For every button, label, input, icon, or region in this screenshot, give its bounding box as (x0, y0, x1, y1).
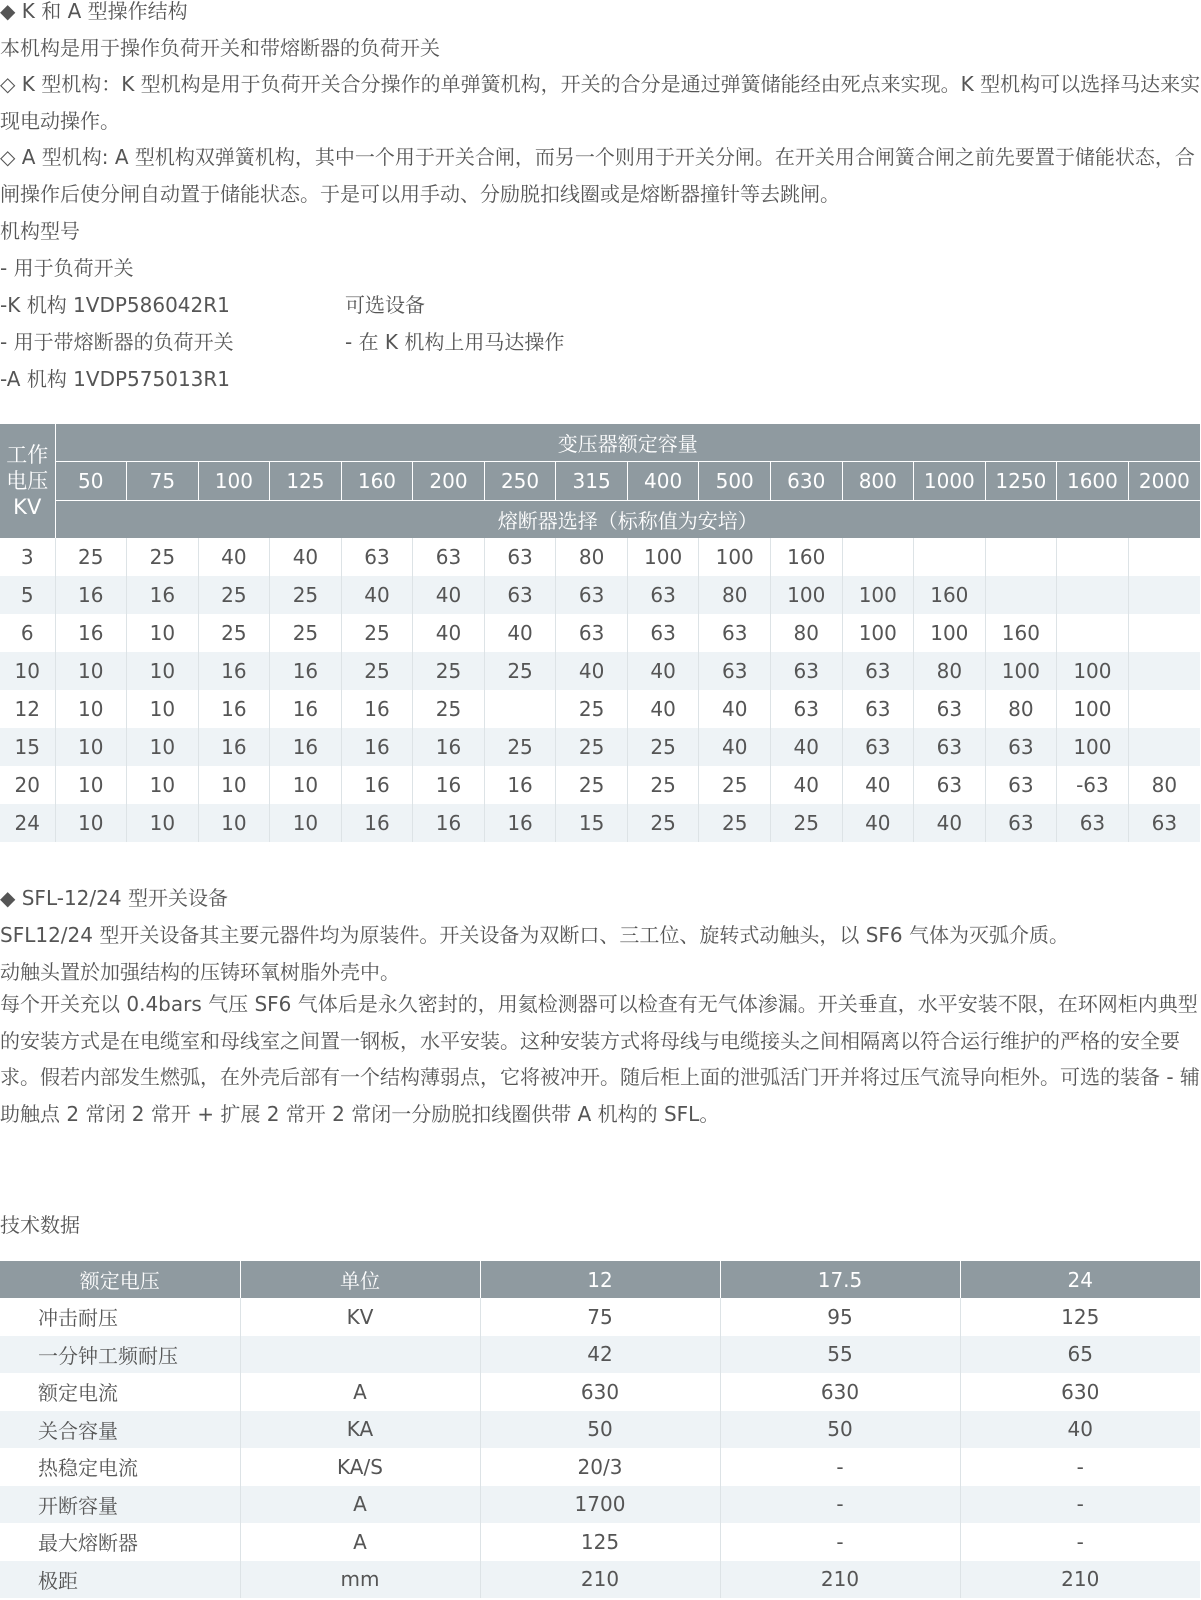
capacity-cell: 2000 (1128, 462, 1200, 501)
fuse-cell (1057, 538, 1129, 576)
spec-value-cell: 210 (480, 1561, 720, 1599)
fuse-cell: 10 (127, 614, 199, 652)
voltage-header-line: 电压 (6, 469, 49, 493)
spec-value-cell: KA/S (240, 1448, 480, 1486)
spec-value-cell: - (720, 1448, 960, 1486)
model-title: 机构型号 (0, 219, 80, 243)
fuse-cell: 63 (699, 614, 771, 652)
spec-value-cell: 125 (1061, 1304, 1100, 1329)
capacity-cell: 160 (341, 462, 413, 501)
fuse-cell: 80 (914, 652, 986, 690)
voltage-header-line: KV (13, 495, 42, 519)
fuse-cell: 25 (699, 766, 771, 804)
voltage-cell: 15 (0, 728, 55, 766)
fuse-cell: 16 (484, 804, 556, 842)
fuse-cell: 16 (341, 690, 413, 728)
fuse-selection-header: 熔断器选择（标称值为安培） (55, 501, 1200, 539)
fuse-cell: 16 (198, 728, 270, 766)
table-row (0, 1336, 1200, 1374)
fuse-cell: 40 (770, 728, 842, 766)
fuse-cell: 100 (1057, 652, 1129, 690)
table-row (0, 1373, 1200, 1411)
spec-name-cell: 冲击耐压 (0, 1298, 240, 1336)
spec-value-cell: A (240, 1486, 480, 1524)
capacity-cell: 75 (127, 462, 199, 501)
table-row (0, 576, 1200, 614)
spec-value-cell: 630 (480, 1373, 720, 1411)
fuse-selection-table (0, 424, 1200, 842)
fuse-cell: 40 (842, 766, 914, 804)
fuse-cell: 10 (270, 804, 342, 842)
fuse-cell: 25 (484, 652, 556, 690)
spec-name-cell: 关合容量 (0, 1411, 240, 1449)
table-row (0, 1411, 1200, 1449)
fuse-cell: 100 (699, 538, 771, 576)
fuse-cell: 10 (55, 804, 127, 842)
fuse-cell: 10 (127, 728, 199, 766)
fuse-cell: 80 (770, 614, 842, 652)
fuse-cell: 25 (413, 652, 485, 690)
fuse-cell: 63 (985, 804, 1057, 842)
capacity-cell: 250 (484, 462, 556, 501)
technical-data-title: 技术数据 (0, 1213, 80, 1237)
fuse-cell: 10 (127, 766, 199, 804)
fuse-cell: 40 (556, 652, 628, 690)
fuse-cell: 100 (1057, 690, 1129, 728)
fuse-cell: 40 (341, 576, 413, 614)
fuse-cell: 10 (55, 728, 127, 766)
fuse-cell: 160 (770, 538, 842, 576)
sfl-paragraph-line: SFL12/24 型开关设备其主要元器件均为原装件。开关设备为双断口、三工位、旋转式动触头，以 SF6 气体为灭弧介质。 (0, 923, 1069, 947)
fuse-cell: 40 (627, 652, 699, 690)
spec-value-cell: - (720, 1523, 960, 1561)
spec-value-cell: 1700 (480, 1486, 720, 1524)
fuse-cell: 63 (770, 652, 842, 690)
fuse-cell: 100 (842, 576, 914, 614)
fuse-cell: 40 (699, 728, 771, 766)
fuse-cell: 10 (270, 766, 342, 804)
capacity-cell: 50 (55, 462, 127, 501)
fuse-cell: 63 (556, 614, 628, 652)
fuse-cell: 63 (484, 576, 556, 614)
model-line: -A 机构 1VDP575013R1 (0, 367, 231, 391)
spec-value-cell: - (1076, 1454, 1084, 1479)
fuse-cell (1128, 652, 1200, 690)
fuse-cell (842, 538, 914, 576)
fuse-cell (484, 690, 556, 728)
fuse-cell: 40 (413, 576, 485, 614)
fuse-cell: 25 (270, 614, 342, 652)
voltage-cell: 3 (0, 538, 55, 576)
capacity-cell: 500 (699, 462, 771, 501)
fuse-cell: 25 (627, 728, 699, 766)
fuse-cell: 63 (985, 766, 1057, 804)
fuse-cell: 25 (198, 614, 270, 652)
fuse-cell: 63 (627, 614, 699, 652)
fuse-cell: 16 (341, 804, 413, 842)
capacity-cell: 315 (556, 462, 628, 501)
spec-value-cell: 55 (720, 1336, 960, 1374)
fuse-cell: 16 (270, 652, 342, 690)
fuse-cell: 16 (127, 576, 199, 614)
fuse-cell: 25 (341, 652, 413, 690)
spec-header-cell: 12 (480, 1261, 720, 1298)
a-type-paragraph: ◇ A 型机构: A 型机构双弹簧机构，其中一个用于开关合闸，而另一个则用于开关分闸。在开关用合闸簧合闸之前先要置于储能状态，合闸操作后使分闸自动置于储能状态。于是可以用手动、分励脱扣线圈或是熔断器撞针等去跳闸。 (0, 145, 1195, 206)
capacity-header: 变压器额定容量 (55, 424, 1200, 462)
voltage-cell: 24 (0, 804, 55, 842)
capacity-cell: 1000 (914, 462, 986, 501)
fuse-cell: 40 (198, 538, 270, 576)
k-type-paragraph: ◇ K 型机构：K 型机构是用于负荷开关合分操作的单弹簧机构，开关的合分是通过弹簧储能经由死点来实现。K 型机构可以选择马达来实现电动操作。 (0, 72, 1201, 133)
fuse-cell: 16 (270, 728, 342, 766)
fuse-cell: 100 (914, 614, 986, 652)
table-row (0, 1448, 1200, 1486)
fuse-cell: 25 (770, 804, 842, 842)
spec-name-cell: 热稳定电流 (0, 1448, 240, 1486)
fuse-cell (985, 538, 1057, 576)
fuse-cell (1128, 538, 1200, 576)
fuse-cell: 10 (198, 804, 270, 842)
fuse-cell: 15 (556, 804, 628, 842)
fuse-cell: 63 (842, 652, 914, 690)
fuse-cell: 63 (484, 538, 556, 576)
spec-header-cell: 17.5 (720, 1261, 960, 1298)
model-line: - 用于带熔断器的负荷开关 (0, 330, 234, 354)
spec-value-cell: 20/3 (480, 1448, 720, 1486)
fuse-cell: 100 (842, 614, 914, 652)
table-row (0, 1486, 1200, 1524)
fuse-cell (1057, 576, 1129, 614)
voltage-cell: 10 (0, 652, 55, 690)
capacity-cell: 630 (770, 462, 842, 501)
voltage-cell: 20 (0, 766, 55, 804)
spec-value-cell: - (720, 1486, 960, 1524)
fuse-cell: 25 (627, 804, 699, 842)
fuse-cell: 16 (55, 614, 127, 652)
fuse-cell: 63 (627, 576, 699, 614)
table-row (0, 1523, 1200, 1561)
capacity-cell: 400 (627, 462, 699, 501)
spec-value-cell: KA (240, 1411, 480, 1449)
fuse-cell: 63 (914, 690, 986, 728)
fuse-cell: 63 (842, 690, 914, 728)
spec-value-cell: 210 (960, 1561, 1200, 1599)
fuse-cell: 10 (198, 766, 270, 804)
fuse-cell (1128, 690, 1200, 728)
fuse-cell: 40 (270, 538, 342, 576)
spec-header-cell: 24 (960, 1261, 1200, 1298)
section-heading-k-a: ◆ K 和 A 型操作结构 (0, 0, 188, 23)
spec-value-cell: 42 (480, 1336, 720, 1374)
fuse-cell: 40 (842, 804, 914, 842)
spec-name-cell: 开断容量 (0, 1486, 240, 1524)
fuse-cell: 10 (127, 690, 199, 728)
fuse-cell: 25 (127, 538, 199, 576)
fuse-cell: 63 (699, 652, 771, 690)
spec-value-cell: A (240, 1373, 480, 1411)
fuse-cell: 25 (413, 690, 485, 728)
spec-value-cell: 95 (720, 1298, 960, 1336)
fuse-cell: 63 (1128, 804, 1200, 842)
table-row (0, 614, 1200, 652)
optional-equipment-title: 可选设备 (345, 293, 425, 317)
fuse-cell: 160 (985, 614, 1057, 652)
model-line: -K 机构 1VDP586042R1 (0, 293, 230, 317)
fuse-cell: 16 (413, 804, 485, 842)
spec-value-cell: 630 (1061, 1379, 1100, 1404)
fuse-cell: 100 (985, 652, 1057, 690)
spec-value-cell: 40 (960, 1411, 1200, 1449)
fuse-cell (1128, 728, 1200, 766)
fuse-cell: 63 (1057, 804, 1129, 842)
table-row (0, 538, 1200, 576)
fuse-cell: 40 (699, 690, 771, 728)
fuse-cell: 10 (127, 652, 199, 690)
fuse-cell: 40 (413, 614, 485, 652)
fuse-cell: 25 (55, 538, 127, 576)
technical-data-table (0, 1261, 1200, 1598)
fuse-cell: 16 (270, 690, 342, 728)
spec-name-cell: 极距 (0, 1561, 240, 1599)
sfl-description-paragraph: 每个开关充以 0.4bars 气压 SF6 气体后是永久密封的，用氦检测器可以检查有无气体渗漏。开关垂直，水平安装不限，在环网柜内典型的安装方式是在电缆室和母线室之间置一钢板，水平安装。这种安装方式将母线与电缆接头之间相隔离以符合运行维护的严格的安全要求。假若内部发生燃弧，在外壳后部有一个结构薄弱点，它将被冲开。随后柜上面的泄弧活门开并将过压气流导向柜外。可选的装备 - 辅助触点 2 常闭 2 常开 + 扩展 2 常开 2 常闭一分励脱扣线圈供带 A 机构的 SFL。 (0, 992, 1200, 1126)
table-row (0, 766, 1200, 804)
spec-value-cell: mm (240, 1561, 480, 1599)
fuse-cell: -63 (1057, 766, 1129, 804)
fuse-cell: 40 (484, 614, 556, 652)
table-row (0, 728, 1200, 766)
fuse-cell: 16 (341, 766, 413, 804)
fuse-cell: 16 (198, 690, 270, 728)
fuse-cell: 16 (198, 652, 270, 690)
fuse-cell: 25 (699, 804, 771, 842)
table-row (0, 804, 1200, 842)
fuse-cell (914, 538, 986, 576)
capacity-cell: 125 (270, 462, 342, 501)
fuse-cell: 63 (556, 576, 628, 614)
fuse-cell: 63 (770, 690, 842, 728)
fuse-cell: 25 (627, 766, 699, 804)
fuse-cell: 80 (556, 538, 628, 576)
spec-value-cell: 630 (720, 1373, 960, 1411)
section-heading-sfl: ◆ SFL-12/24 型开关设备 (0, 886, 228, 910)
intro-text: 本机构是用于操作负荷开关和带熔断器的负荷开关 (0, 36, 440, 60)
capacity-cell: 1250 (985, 462, 1057, 501)
spec-value-cell: - (960, 1486, 1200, 1524)
spec-value-cell: 50 (720, 1411, 960, 1449)
table-row (0, 690, 1200, 728)
fuse-cell: 16 (55, 576, 127, 614)
spec-value-cell (240, 1336, 480, 1374)
fuse-cell: 16 (413, 766, 485, 804)
capacity-cell: 800 (842, 462, 914, 501)
spec-value-cell: 65 (960, 1336, 1200, 1374)
fuse-cell: 63 (842, 728, 914, 766)
voltage-cell: 12 (0, 690, 55, 728)
fuse-cell: 25 (484, 728, 556, 766)
spec-header-cell: 额定电压 (0, 1261, 240, 1298)
fuse-cell: 100 (770, 576, 842, 614)
table-row (0, 1561, 1200, 1599)
sfl-paragraph-line: 动触头置於加强结构的压铸环氧树脂外壳中。 (0, 960, 400, 984)
fuse-cell: 10 (55, 766, 127, 804)
fuse-cell: 10 (55, 690, 127, 728)
table-row (0, 652, 1200, 690)
fuse-cell: 25 (556, 728, 628, 766)
fuse-cell: 63 (341, 538, 413, 576)
spec-name-cell: 额定电流 (0, 1373, 240, 1411)
optional-equipment-line: - 在 K 机构上用马达操作 (345, 330, 565, 354)
fuse-cell: 63 (914, 728, 986, 766)
capacity-cell: 200 (413, 462, 485, 501)
spec-value-cell: A (240, 1523, 480, 1561)
fuse-cell: 63 (914, 766, 986, 804)
fuse-cell: 40 (914, 804, 986, 842)
fuse-cell: 25 (556, 766, 628, 804)
spec-name-cell: 一分钟工频耐压 (0, 1336, 240, 1374)
voltage-cell: 6 (0, 614, 55, 652)
fuse-cell (1128, 576, 1200, 614)
fuse-cell: 80 (1151, 773, 1178, 797)
capacity-cell: 1600 (1057, 462, 1129, 501)
fuse-cell: 40 (770, 766, 842, 804)
fuse-cell: 16 (341, 728, 413, 766)
spec-value-cell: 210 (720, 1561, 960, 1599)
fuse-cell: 80 (985, 690, 1057, 728)
spec-value-cell: KV (240, 1298, 480, 1336)
fuse-cell: 25 (341, 614, 413, 652)
fuse-cell: 100 (627, 538, 699, 576)
fuse-cell: 100 (1057, 728, 1129, 766)
model-line: - 用于负荷开关 (0, 256, 134, 280)
fuse-cell: 16 (484, 766, 556, 804)
fuse-cell (1128, 614, 1200, 652)
spec-value-cell: 50 (480, 1411, 720, 1449)
fuse-cell: 25 (198, 576, 270, 614)
fuse-cell: 63 (413, 538, 485, 576)
fuse-cell: 80 (699, 576, 771, 614)
spec-name-cell: 最大熔断器 (0, 1523, 240, 1561)
fuse-cell: 63 (985, 728, 1057, 766)
voltage-header-line: 工作 (6, 443, 49, 467)
voltage-header (0, 424, 55, 538)
fuse-cell: 10 (55, 652, 127, 690)
spec-value-cell: 125 (480, 1523, 720, 1561)
voltage-cell: 5 (0, 576, 55, 614)
table-row (0, 1298, 1200, 1336)
spec-value-cell: - (1076, 1529, 1084, 1554)
fuse-cell (1057, 614, 1129, 652)
fuse-cell: 40 (627, 690, 699, 728)
fuse-cell: 25 (270, 576, 342, 614)
capacity-cell: 100 (198, 462, 270, 501)
fuse-cell: 10 (127, 804, 199, 842)
fuse-cell: 25 (556, 690, 628, 728)
fuse-cell (985, 576, 1057, 614)
fuse-cell: 16 (413, 728, 485, 766)
fuse-cell: 160 (914, 576, 986, 614)
spec-value-cell: 75 (480, 1298, 720, 1336)
spec-header-cell: 单位 (240, 1261, 480, 1298)
